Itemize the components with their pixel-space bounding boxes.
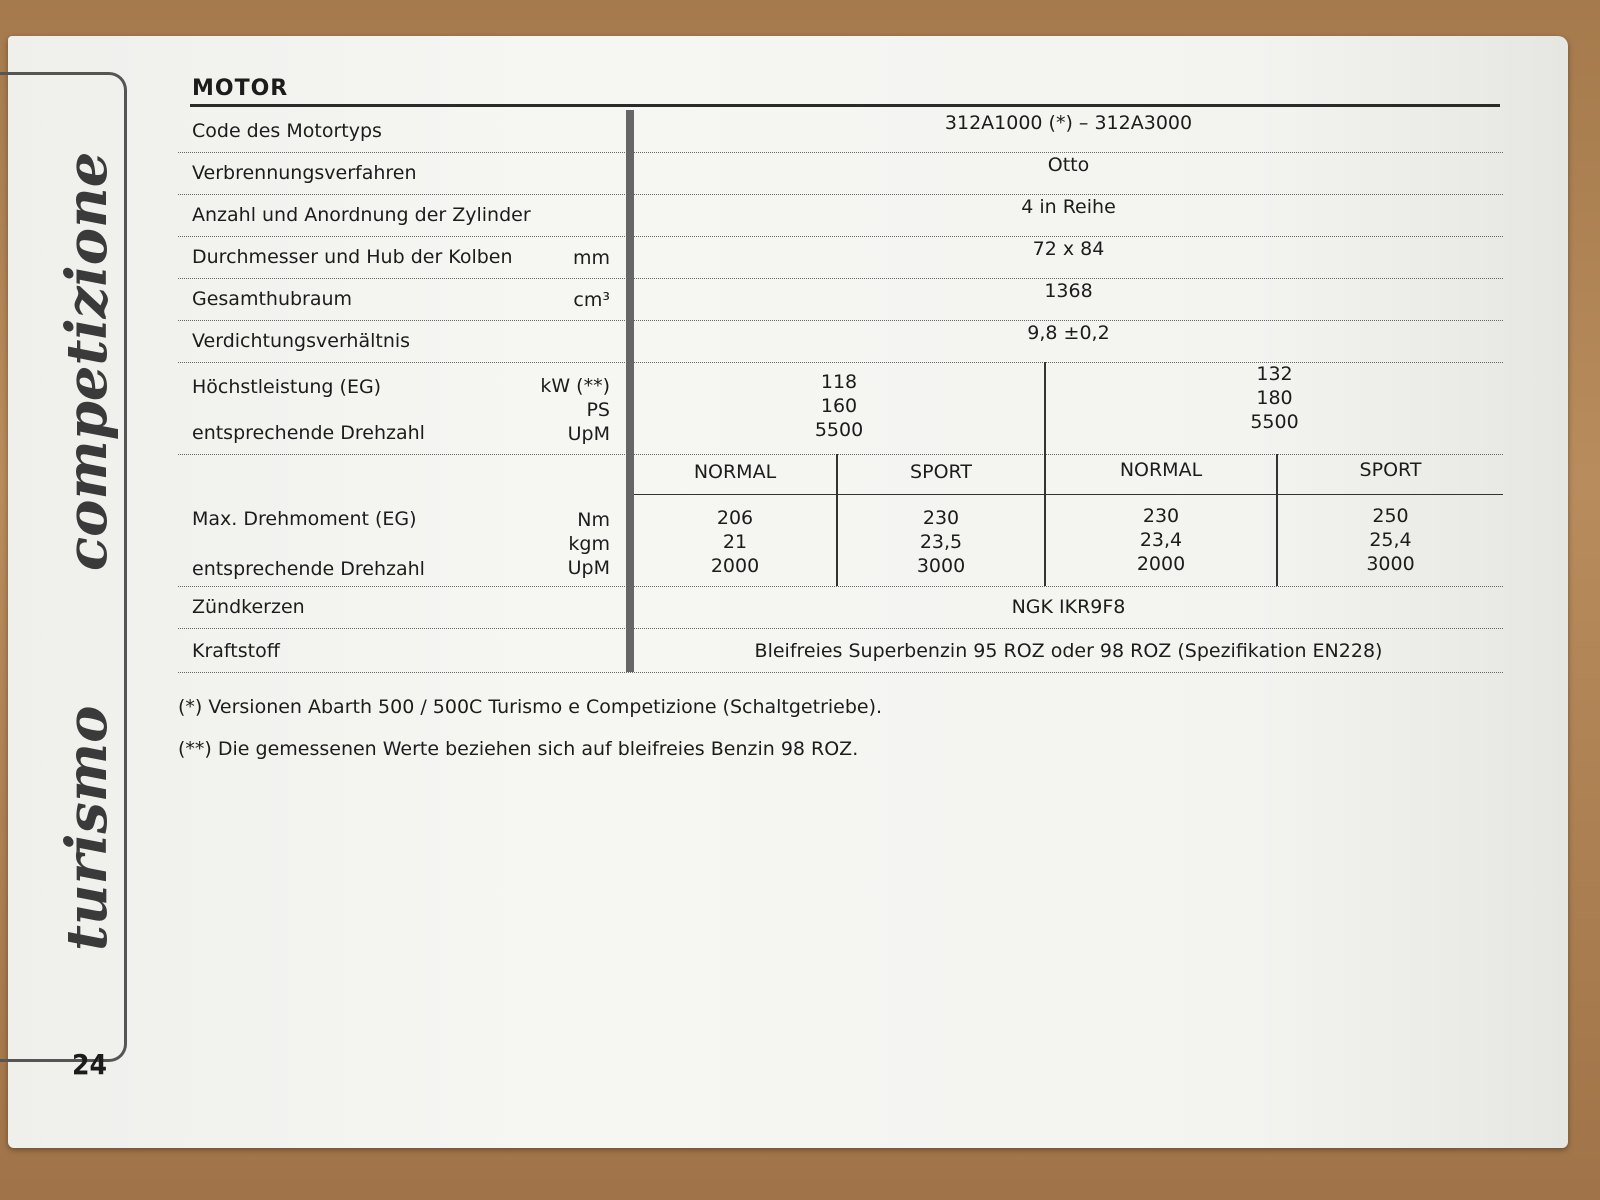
side-tab-word-turismo: turismo (54, 705, 120, 951)
power-kw-value: 118 (820, 371, 858, 393)
row-value: NGK IKR9F8 (1011, 596, 1126, 618)
torque-mode-header: NORMAL (693, 461, 777, 483)
row-unit: mm (572, 247, 610, 269)
row-value: Otto (1047, 154, 1090, 176)
unit-kw: kW (**) (540, 375, 610, 397)
row-label: Durchmesser und Hub der Kolben (192, 246, 513, 268)
title-rule (190, 104, 1500, 107)
row-value: 312A1000 (*) – 312A3000 (944, 112, 1193, 134)
page-number: 24 (72, 1048, 108, 1081)
torque-kgm-value: 23,4 (1139, 529, 1183, 551)
power-col-b (1046, 362, 1503, 434)
row-displacement (178, 278, 1503, 321)
row-value: 4 in Reihe (1021, 196, 1116, 218)
row-label: Zündkerzen (192, 596, 305, 618)
section-title: MOTOR (192, 76, 289, 101)
footnote-1: (*) Versionen Abarth 500 / 500C Turismo e Competizione (Schaltgetriebe). (178, 696, 883, 718)
torque-mode-header: SPORT (910, 461, 972, 483)
row-label: Code des Motortyps (192, 120, 382, 142)
torque-col (838, 506, 1044, 578)
torque-kgm-value: 21 (722, 531, 748, 553)
torque-label: Max. Drehmoment (EG) (192, 508, 417, 530)
torque-rpm-value: 3000 (1366, 553, 1415, 575)
row-spark-plugs (178, 586, 1503, 629)
manual-page (8, 36, 1568, 1148)
row-label: Verbrennungsverfahren (192, 162, 417, 184)
torque-mode-header: SPORT (1359, 459, 1422, 481)
row-label: Anzahl und Anordnung der Zylinder (192, 204, 531, 226)
row-max-power (178, 362, 1503, 455)
row-value: 72 x 84 (1032, 238, 1105, 260)
torque-rpm-label: entsprechende Drehzahl (192, 558, 425, 580)
row-unit: cm³ (573, 289, 610, 311)
row-label: Gesamthubraum (192, 288, 353, 310)
torque-nm-value: 206 (716, 507, 754, 529)
table-divider-bar (626, 110, 634, 672)
row-label: Kraftstoff (192, 640, 280, 662)
footnote-2: (**) Die gemessenen Werte beziehen sich auf bleifreies Benzin 98 ROZ. (178, 738, 859, 760)
power-label: Höchstleistung (EG) (192, 376, 382, 398)
side-tab-word-competizione: competizione (54, 151, 120, 571)
torque-col (1046, 504, 1276, 576)
torque-nm-value: 250 (1372, 505, 1409, 527)
torque-kgm-value: 23,5 (919, 531, 963, 553)
power-rpm-value: 5500 (1250, 411, 1299, 433)
torque-nm-value: 230 (1142, 505, 1180, 527)
row-value: 9,8 ±0,2 (1027, 322, 1110, 344)
row-bore-stroke (178, 236, 1503, 279)
torque-kgm-value: 25,4 (1369, 529, 1412, 551)
column-divider (836, 454, 838, 586)
power-units (528, 374, 610, 446)
unit-nm: Nm (577, 509, 610, 531)
power-col-a (634, 370, 1044, 442)
row-label: Verdichtungsverhältnis (192, 330, 411, 352)
power-ps-value: 160 (820, 395, 858, 417)
torque-col (1278, 504, 1503, 576)
power-ps-value: 180 (1256, 387, 1293, 409)
row-cylinders (178, 194, 1503, 237)
unit-rpm: UpM (567, 423, 610, 445)
unit-ps: PS (586, 399, 610, 421)
column-divider (1044, 454, 1046, 586)
unit-rpm: UpM (567, 557, 610, 579)
power-kw-value: 132 (1256, 363, 1293, 385)
mode-header-rule (634, 494, 1503, 495)
torque-rpm-value: 3000 (916, 555, 966, 577)
torque-mode-header: NORMAL (1119, 459, 1203, 481)
unit-kgm: kgm (568, 533, 610, 555)
torque-units (528, 508, 610, 580)
column-divider (1276, 454, 1278, 586)
row-compression (178, 320, 1503, 363)
torque-rpm-value: 2000 (1136, 553, 1186, 575)
row-value: 1368 (1044, 280, 1093, 302)
torque-nm-value: 230 (922, 507, 960, 529)
row-value: Bleifreies Superbenzin 95 ROZ oder 98 ROZ (Spezifikation EN228) (754, 640, 1383, 662)
row-engine-code (178, 110, 1503, 153)
power-rpm-value: 5500 (814, 419, 864, 441)
power-rpm-label: entsprechende Drehzahl (192, 422, 425, 444)
row-fuel (178, 628, 1503, 673)
torque-col (634, 506, 836, 578)
row-max-torque (178, 454, 1503, 587)
row-combustion (178, 152, 1503, 195)
torque-rpm-value: 2000 (710, 555, 760, 577)
